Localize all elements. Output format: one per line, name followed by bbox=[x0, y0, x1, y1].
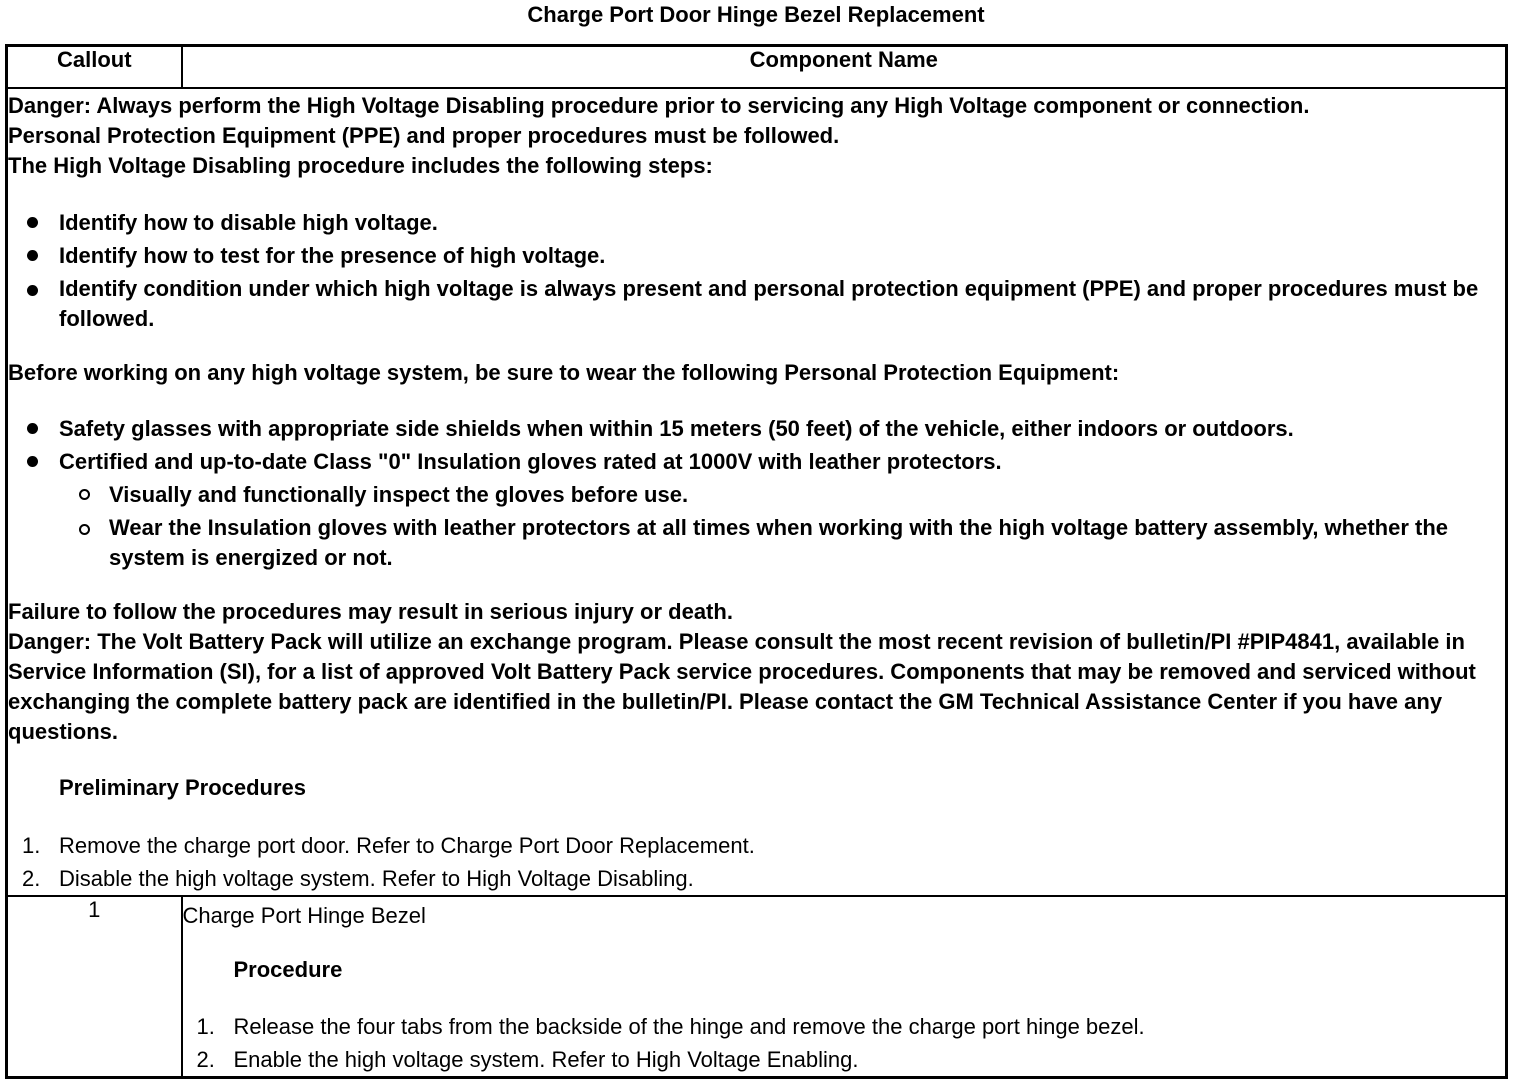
bullet-icon bbox=[27, 217, 38, 228]
list-item: Identify how to disable high voltage. bbox=[8, 206, 1505, 239]
list-item: Safety glasses with appropriate side shields when within 15 meters (50 feet) of the vehicle, either indoors or outdoors. bbox=[8, 412, 1505, 445]
procedure-steps bbox=[183, 1010, 1506, 1076]
failure-warning: Failure to follow the procedures may result in serious injury or death. bbox=[8, 599, 733, 624]
list-item: 2. Disable the high voltage system. Refer to High Voltage Disabling. bbox=[22, 866, 694, 891]
ppe-requirement: Personal Protection Equipment (PPE) and proper procedures must be followed. bbox=[8, 123, 840, 148]
danger-row bbox=[7, 88, 1507, 896]
circle-bullet-icon bbox=[79, 524, 90, 535]
component-cell bbox=[182, 896, 1507, 1078]
disabling-steps-intro: The High Voltage Disabling procedure includes the following steps: bbox=[8, 153, 713, 178]
list-item: Wear the Insulation gloves with leather protectors at all times when working with the high voltage battery assembly, whether the system is energized or not. bbox=[59, 511, 1505, 573]
glove-sublist bbox=[59, 478, 1505, 573]
bullet-icon bbox=[27, 250, 38, 261]
list-item: 2. Enable the high voltage system. Refer to High Voltage Enabling. bbox=[196, 1047, 859, 1072]
volt-battery-warning: Danger: The Volt Battery Pack will utilize an exchange program. Please consult the most recent revision of bulletin/PI #PIP4841, available in Service Information (SI), for a list of approved Volt Battery Pack service procedures. Components that may be removed and serviced without exchanging the complete battery pack are identified in the bulletin/PI. Please contact the GM Technical Assistance Center if you have any questions. bbox=[8, 629, 1476, 744]
table-row bbox=[7, 896, 1507, 1078]
table-header-row bbox=[7, 46, 1507, 89]
preliminary-heading: Preliminary Procedures bbox=[59, 775, 307, 800]
preliminary-steps bbox=[8, 829, 1505, 895]
danger-intro: Danger: Always perform the High Voltage Disabling procedure prior to servicing any High Voltage component or connection. bbox=[8, 93, 1310, 118]
component-table bbox=[5, 44, 1508, 1079]
list-item: 1. Remove the charge port door. Refer to Charge Port Door Replacement. bbox=[22, 833, 755, 858]
danger-cell bbox=[7, 88, 1507, 896]
list-item: Certified and up-to-date Class "0" Insulation gloves rated at 1000V with leather protectors. Visually and functionally inspect the gloves before use. Wear the Insulation gloves with leather protectors at all times when working with the high voltage battery assembly, whether the system is energized or not. bbox=[8, 445, 1505, 573]
procedure-heading: Procedure bbox=[233, 957, 343, 982]
bullet-icon bbox=[27, 456, 38, 467]
callout-header: Callout bbox=[7, 46, 182, 89]
callout-number: 1 bbox=[7, 896, 182, 1078]
bullet-icon bbox=[27, 285, 38, 296]
list-item: Identify condition under which high voltage is always present and personal protection equipment (PPE) and proper procedures must be followed. bbox=[8, 272, 1505, 334]
list-item: 1. Release the four tabs from the backside of the hinge and remove the charge port hinge bezel. bbox=[196, 1014, 1145, 1039]
list-item: Visually and functionally inspect the gloves before use. bbox=[59, 478, 1505, 511]
ppe-list bbox=[8, 412, 1505, 573]
component-name: Charge Port Hinge Bezel bbox=[182, 903, 426, 928]
bullet-icon bbox=[27, 423, 38, 434]
component-name-header: Component Name bbox=[182, 46, 1507, 89]
ppe-intro: Before working on any high voltage system, be sure to wear the following Personal Protection Equipment: bbox=[8, 360, 1120, 385]
page-title: Charge Port Door Hinge Bezel Replacement bbox=[527, 2, 985, 27]
list-item: Identify how to test for the presence of high voltage. bbox=[8, 239, 1505, 272]
disabling-steps-list bbox=[8, 206, 1505, 334]
circle-bullet-icon bbox=[79, 489, 90, 500]
